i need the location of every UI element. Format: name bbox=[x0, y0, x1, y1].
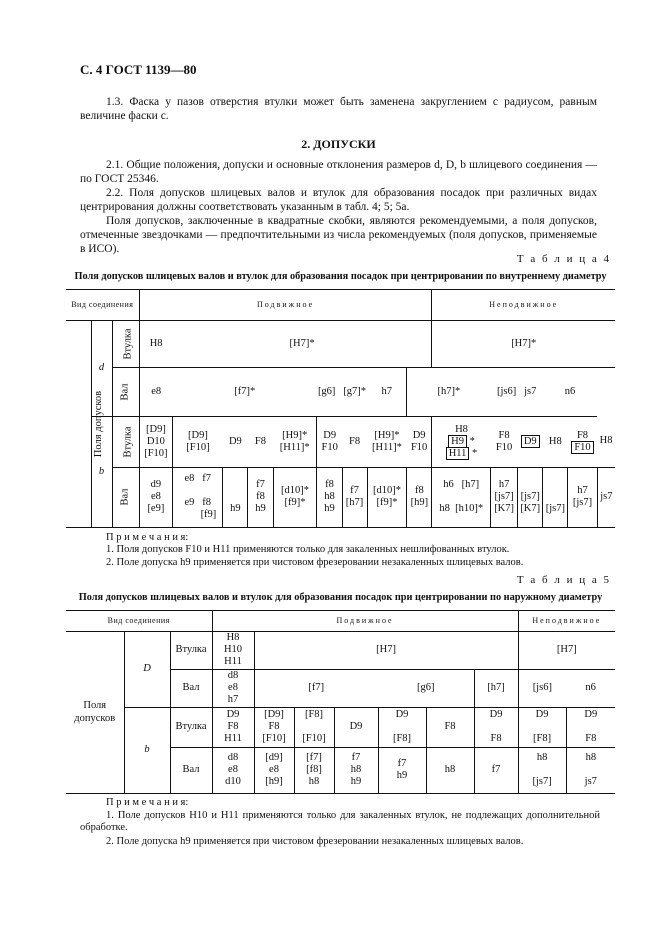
table4-boxed-value: H11 bbox=[446, 447, 470, 460]
table4-note-2: 2. Поле допуска h9 применяется при чистовом фрезеровании незакаленных шлицевых валов. bbox=[106, 557, 524, 568]
table4-cell: f7 f8 h9 bbox=[248, 467, 273, 527]
table4-bottom-rule bbox=[66, 527, 615, 528]
table4-bush-b-cell bbox=[112, 416, 139, 467]
table5-note-1: 1. Поле допусков H10 и H11 применяются только для закаленных втулок, не подлежащих дополнительной обработке. bbox=[80, 810, 600, 833]
table5-cell: [h7] bbox=[474, 669, 518, 707]
table4-cell-text: F8 bbox=[576, 429, 589, 441]
table5-cell: h8 js7 bbox=[584, 752, 597, 788]
table5-cell: h8 bbox=[426, 747, 474, 793]
table4-cell-text: f8 bbox=[202, 497, 211, 509]
table4-cell: H8 H9 * H11 * bbox=[432, 416, 491, 467]
paragraph-1-3: 1.3. Фаска у пазов отверстия втулки может быть заменена закруглением с радиусом, равным величине фаски c. bbox=[80, 96, 597, 122]
paragraph-2-3: Поля допусков, заключенные в квадратные скобки, являются рекомендуемыми, а поля допусков, отмеченные звездочками — предпочтительными из числа рекомендуемых (поля допусков, применяемые в ИСО). bbox=[80, 215, 597, 255]
table4-cell-text: [f9] bbox=[200, 509, 217, 521]
table4-fields-label: Поля допусков bbox=[93, 390, 105, 457]
table4-cell: [h7]* bbox=[407, 367, 491, 416]
table4-cell bbox=[432, 467, 491, 527]
table5-bush-label: Втулка bbox=[170, 631, 212, 669]
table5-cell: n6 bbox=[566, 669, 615, 707]
table4-header-movable: Подвижное bbox=[139, 290, 432, 320]
table5-cell: D9 F8 bbox=[474, 707, 518, 747]
table4-cell-text: H8 bbox=[455, 423, 468, 435]
table4-cell bbox=[568, 416, 597, 467]
table4-boxed-value: F10 bbox=[571, 441, 593, 454]
table5-bush-label: Втулка bbox=[170, 707, 212, 747]
table4-cell-text: f7 bbox=[202, 473, 211, 485]
table5-bottom-rule bbox=[66, 793, 615, 794]
table4-cell-text: e8 bbox=[184, 473, 195, 485]
table4-b-label: b bbox=[91, 416, 112, 527]
table4-cell: [H7]* bbox=[173, 320, 432, 367]
table4-cell bbox=[317, 367, 367, 416]
table5-cell: h8 [js7] bbox=[518, 747, 566, 793]
paragraph-2-1: 2.1. Общие положения, допуски и основные отклонения размеров d, D, b шлицевого соединения — по ГОСТ 25346. bbox=[80, 159, 597, 185]
table4-cell: [H9]* [H11]* bbox=[367, 416, 407, 467]
table4-cell: [d10]* [f9]* bbox=[273, 467, 317, 527]
table4-cell bbox=[173, 467, 223, 527]
table5-cell: d8 e8 d10 bbox=[212, 747, 254, 793]
table5-cell: d8 e8 h7 bbox=[212, 669, 254, 707]
table4-cell: H8 bbox=[597, 416, 615, 467]
table4-cell: e8 bbox=[139, 367, 172, 416]
table4-header-fixed: Неподвижное bbox=[432, 290, 615, 320]
table4-cell: D9 F10 bbox=[317, 416, 342, 467]
table4-bush-label: Втулка bbox=[122, 425, 134, 458]
table5-header-fixed: Неподвижное bbox=[518, 611, 615, 631]
table4-shaft-label: Вал bbox=[119, 488, 131, 506]
table4-cell-text: h8 bbox=[439, 503, 450, 515]
table4-boxed-value: H9 bbox=[448, 435, 467, 448]
table4-bush-label: Втулка bbox=[122, 327, 134, 360]
table4-cell-text: h6 bbox=[443, 479, 454, 491]
table5-cell: [H7] bbox=[518, 631, 615, 669]
table4-notes-title: П р и м е ч а н и я: bbox=[106, 532, 189, 543]
table5-cell: D9 F8 H11 bbox=[212, 707, 254, 747]
table5-cell: H8 H10 H11 bbox=[212, 631, 254, 669]
table4-note-1: 1. Поля допусков F10 и H11 применяются только для закаленных нешлифованных втулок. bbox=[106, 544, 510, 555]
table4-cell bbox=[491, 367, 543, 416]
table5-cell: [js6] bbox=[518, 669, 566, 707]
table4-cell: h7 bbox=[367, 367, 407, 416]
table4-cell: h7 [js7] [K7] bbox=[491, 467, 518, 527]
table4-cell: [f7]* bbox=[173, 367, 317, 416]
table5-caption: Поля допусков шлицевых валов и втулок для образования посадок при центрировании по наружному диаметру bbox=[78, 592, 603, 603]
table5-notes-title: П р и м е ч а н и я: bbox=[106, 797, 189, 808]
table4-cell bbox=[518, 416, 543, 467]
table5-cell: [D9] F8 [F10] bbox=[254, 707, 294, 747]
table4-caption: Поля допусков шлицевых валов и втулок для образования посадок при центрировании по внутреннему диаметру bbox=[74, 271, 607, 282]
table4-cell: F8 bbox=[248, 416, 273, 467]
table4-cell: n6 bbox=[543, 367, 597, 416]
table4-cell: h7 [js7] bbox=[568, 467, 597, 527]
table5-fields-label bbox=[66, 631, 124, 793]
table5-cell: D9 F8 bbox=[566, 707, 615, 747]
table5-cell: D9 bbox=[334, 707, 378, 747]
table4-cell: H8 bbox=[543, 416, 568, 467]
table5-cell: F8 bbox=[426, 707, 474, 747]
table4-cell: d9 e8 [e9] bbox=[139, 467, 172, 527]
table4-cell: [js7] [K7] bbox=[518, 467, 543, 527]
table5-cell: f7 bbox=[474, 747, 518, 793]
table4-shaft-d-cell bbox=[112, 367, 139, 416]
table5-shaft-label: Вал bbox=[170, 747, 212, 793]
table4-cell: [H7]* bbox=[432, 320, 615, 367]
table5-b-label: b bbox=[124, 707, 170, 793]
table5-header-kind: Вид соединения bbox=[66, 611, 212, 631]
table4-fields-cell bbox=[66, 320, 105, 527]
table4-cell-text: [h7] bbox=[461, 479, 480, 491]
table5-cell: [H7] bbox=[254, 631, 518, 669]
table5-cell: [d9] e8 [h9] bbox=[254, 747, 294, 793]
table4-cell: f7 [h7] bbox=[342, 467, 367, 527]
table5-D-label: D bbox=[124, 631, 170, 707]
table4-cell-text: js7 bbox=[524, 385, 537, 397]
table5-cell: [f7] [f8] h8 bbox=[294, 747, 334, 793]
table4-cell: js7 bbox=[600, 491, 613, 503]
table4-cell: h9 bbox=[223, 467, 248, 527]
table5-cell: f7 h8 h9 bbox=[334, 747, 378, 793]
table4-shaft-label: Вал bbox=[119, 383, 131, 400]
table4-cell: [D9] [F10] bbox=[173, 416, 223, 467]
table4-cell-text: [g7]* bbox=[343, 385, 367, 397]
table5-cell: D9 [F8] bbox=[518, 707, 566, 747]
table4-shaft-b-cell bbox=[112, 467, 139, 527]
table4-bush-d-cell bbox=[112, 320, 139, 367]
table4-cell: D9 bbox=[223, 416, 248, 467]
table5-cell: D9 [F8] bbox=[378, 707, 426, 747]
table4-cell: f8 [h9] bbox=[407, 467, 432, 527]
table5-cell: [g6] bbox=[378, 669, 474, 707]
table4-cell: H8 bbox=[139, 320, 172, 367]
table4-label: Т а б л и ц а 4 bbox=[516, 253, 611, 265]
table5-label: Т а б л и ц а 5 bbox=[516, 574, 611, 586]
page-header: С. 4 ГОСТ 1139—80 bbox=[80, 62, 197, 77]
table4-cell-text: [js6] bbox=[496, 385, 517, 397]
table4-cell-text: e9 bbox=[184, 497, 195, 509]
table5 bbox=[66, 611, 615, 793]
table4-header-kind: Вид соединения bbox=[66, 290, 139, 320]
table4-cell: [js7] bbox=[543, 467, 568, 527]
table5-cell: [F8] [F10] bbox=[294, 707, 334, 747]
table4-cell: [d10]* [f9]* bbox=[367, 467, 407, 527]
table4-boxed-value: D9 bbox=[521, 435, 540, 448]
table5-header-movable: Подвижное bbox=[212, 611, 518, 631]
table4-cell: [H9]* [H11]* bbox=[273, 416, 317, 467]
table4-cell: F8 bbox=[342, 416, 367, 467]
table5-cell: f7 h9 bbox=[378, 747, 426, 793]
paragraph-2-2: 2.2. Поля допусков шлицевых валов и втулок для образования посадок при различных видах центрирования должны соответствовать указанным в табл. 4; 5; 5а. bbox=[80, 187, 597, 213]
section-title: 2. ДОПУСКИ bbox=[301, 137, 376, 151]
table4-cell-text: [h10]* bbox=[455, 503, 484, 515]
table4-cell: D9 F10 bbox=[407, 416, 432, 467]
table5-fields-text: Поля допусков bbox=[74, 700, 116, 725]
table5-note-2: 2. Поле допуска h9 применяется при чистовом фрезеровании незакаленных шлицевых валов. bbox=[106, 836, 524, 847]
table5-cell: [f7] bbox=[254, 669, 378, 707]
table4-d-label: d bbox=[91, 320, 112, 416]
table4-cell: [D9] D10 [F10] bbox=[139, 416, 172, 467]
table4-cell: F8 F10 bbox=[491, 416, 518, 467]
table4 bbox=[66, 290, 615, 527]
table5-shaft-label: Вал bbox=[170, 669, 212, 707]
table4-cell: f8 h8 h9 bbox=[317, 467, 342, 527]
table4-cell-text: [g6] bbox=[317, 385, 336, 397]
